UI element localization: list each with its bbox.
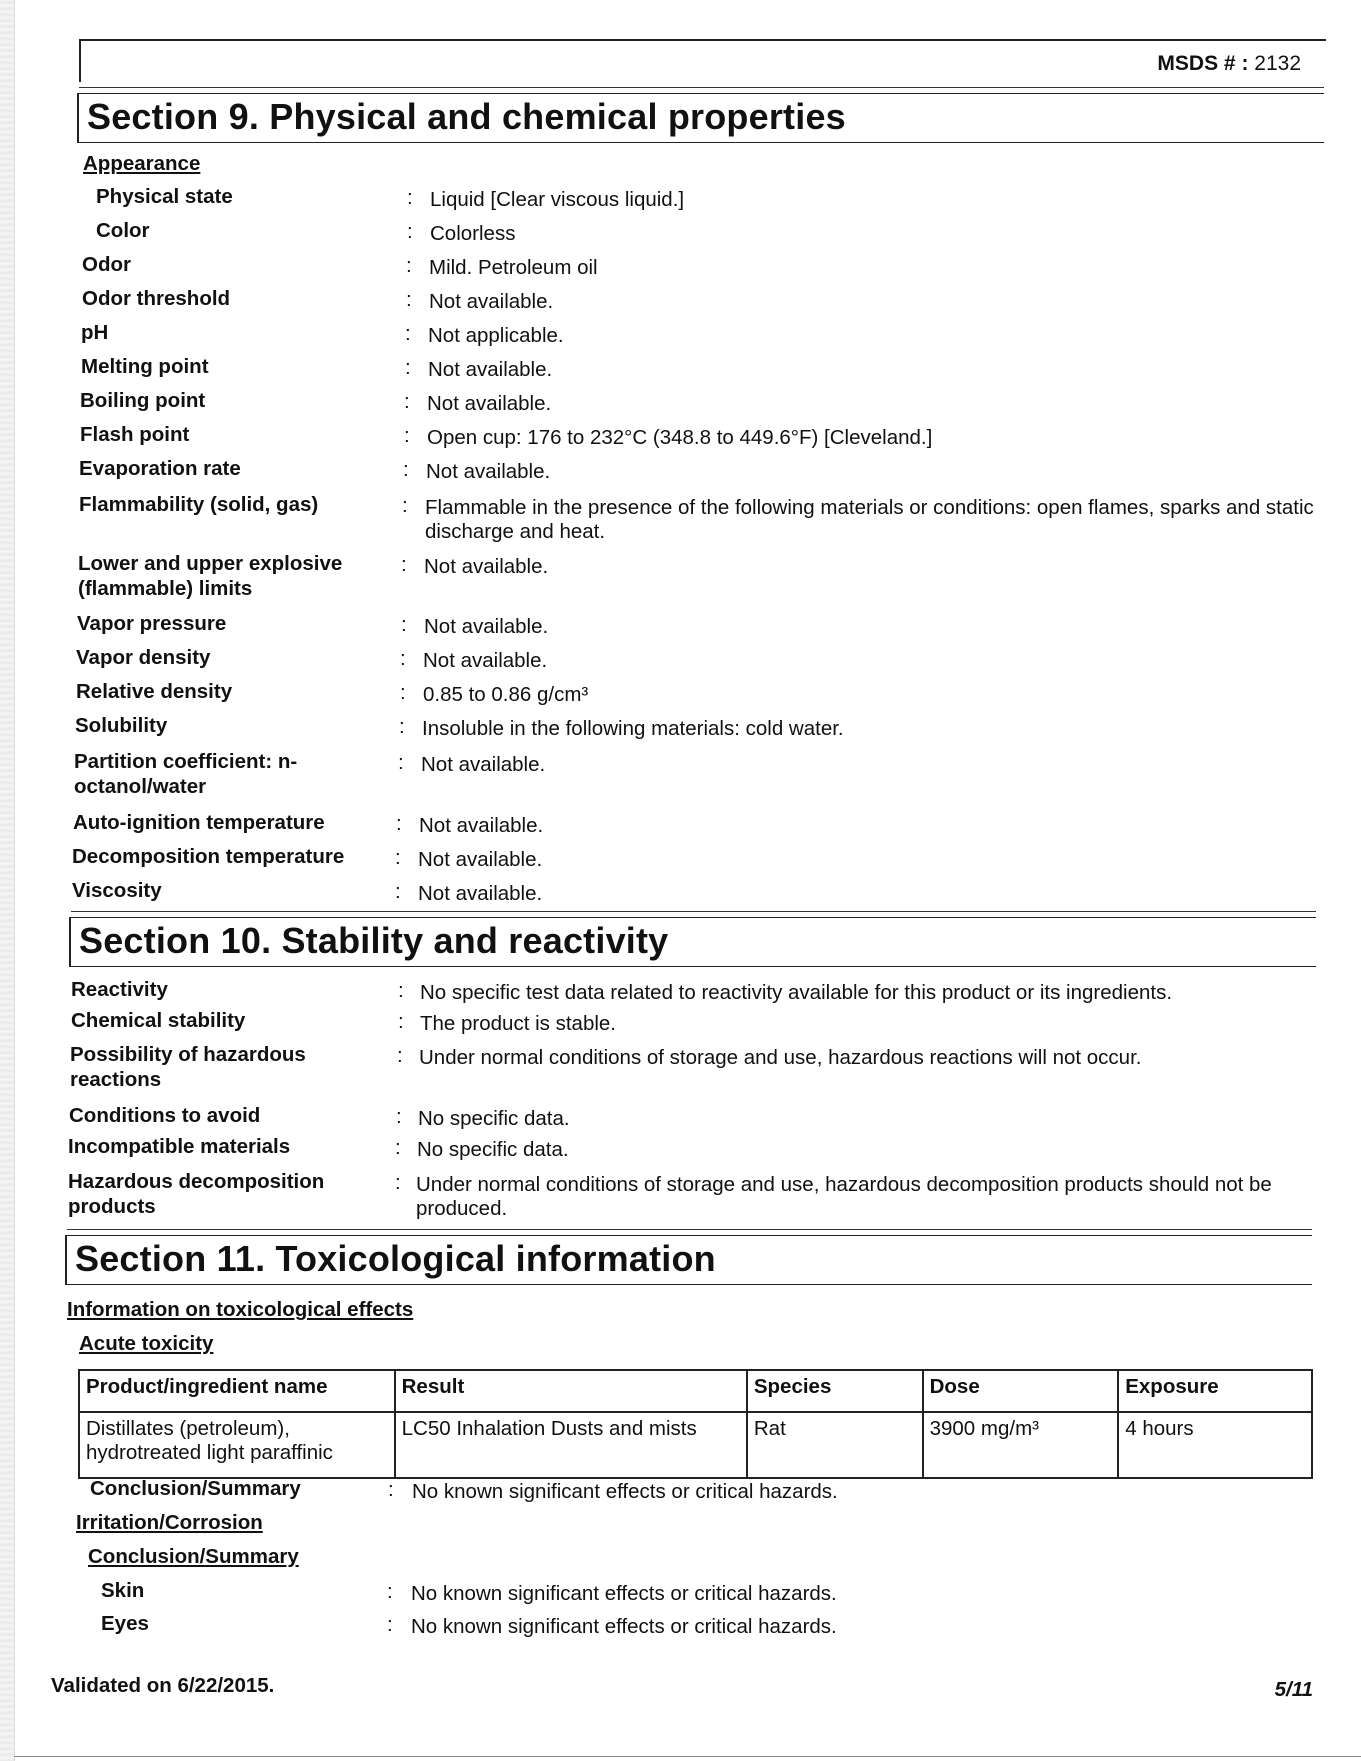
colon: : [403, 458, 409, 481]
property-value: Not available. [424, 615, 549, 638]
property-value: Not available. [428, 358, 553, 381]
colon: : [406, 288, 412, 311]
section-9-title: Section 9. Physical and chemical properties [87, 96, 846, 137]
property-value: Not available. [426, 460, 551, 483]
property-value: Mild. Petroleum oil [429, 256, 598, 279]
property-label: Odor threshold [82, 287, 231, 310]
section-9-rule [79, 87, 1324, 88]
colon: : [407, 220, 413, 243]
property-label: Lower and upper explosive (flammable) limits [78, 552, 343, 600]
col-header-name: Product/ingredient name [79, 1370, 395, 1412]
colon: : [397, 1044, 403, 1067]
colon: : [395, 846, 401, 869]
skin-label: Skin [101, 1579, 145, 1602]
property-label: Flash point [80, 423, 190, 446]
stability-value: No specific test data related to reactivity available for this product or its ingredients. [420, 981, 1173, 1004]
section-10-header [69, 917, 1316, 967]
section-11-rule [67, 1229, 1312, 1230]
property-value: Not available. [427, 392, 552, 415]
col-header-dose: Dose [923, 1370, 1119, 1412]
page-number: 5/11 [1274, 1678, 1313, 1701]
property-value: Flammable in the presence of the following materials or conditions: open flames, sparks and static discharge and heat. [425, 496, 1314, 543]
stability-value: No specific data. [418, 1107, 570, 1130]
colon: : [395, 1136, 401, 1159]
colon: : [407, 186, 413, 209]
property-value: Not available. [424, 555, 549, 578]
property-value: Liquid [Clear viscous liquid.] [430, 188, 685, 211]
eyes-label: Eyes [101, 1612, 149, 1635]
eyes-value: No known significant effects or critical hazards. [411, 1615, 837, 1638]
appearance-heading: Appearance [83, 152, 201, 175]
table-header-row [79, 1370, 1312, 1412]
property-value: Not available. [423, 649, 548, 672]
colon: : [402, 494, 408, 517]
section-10-rule [71, 911, 1316, 912]
cell-result: LC50 Inhalation Dusts and mists [395, 1412, 747, 1478]
cell-species: Rat [747, 1412, 923, 1478]
table-row [79, 1412, 1312, 1478]
stability-value: The product is stable. [420, 1012, 616, 1035]
validated-date: Validated on 6/22/2015. [51, 1674, 275, 1697]
tox-info-heading: Information on toxicological effects [67, 1298, 414, 1321]
colon: : [400, 647, 406, 670]
stability-value: Under normal conditions of storage and use, hazardous reactions will not occur. [419, 1046, 1142, 1069]
property-label: Flammability (solid, gas) [79, 493, 319, 516]
property-value: Open cup: 176 to 232°C (348.8 to 449.6°F) [Cleveland.] [427, 426, 933, 449]
cell-name: Distillates (petroleum), hydrotreated light paraffinic [79, 1412, 395, 1478]
colon: : [405, 356, 411, 379]
property-label: Relative density [76, 680, 233, 703]
property-label: Boiling point [80, 389, 206, 412]
property-value: Colorless [430, 222, 516, 245]
colon: : [404, 390, 410, 413]
colon: : [396, 1105, 402, 1128]
property-label: Auto-ignition temperature [73, 811, 325, 834]
property-label: Partition coefficient: n-octanol/water [74, 750, 298, 798]
cell-dose: 3900 mg/m³ [923, 1412, 1119, 1478]
colon: : [400, 681, 406, 704]
col-header-result: Result [395, 1370, 747, 1412]
colon: : [398, 979, 404, 1002]
scan-edge [0, 0, 15, 1761]
property-value: Not available. [418, 882, 543, 905]
property-label: Color [96, 219, 150, 242]
property-label: Physical state [96, 185, 233, 208]
property-label: Evaporation rate [79, 457, 241, 480]
property-label: Solubility [75, 714, 168, 737]
skin-value: No known significant effects or critical hazards. [411, 1582, 837, 1605]
property-label: Vapor density [76, 646, 211, 669]
conclusion-value: No known significant effects or critical hazards. [412, 1480, 838, 1503]
colon: : [395, 1171, 401, 1194]
property-value: Not applicable. [428, 324, 564, 347]
section-11-header [65, 1235, 1312, 1285]
msds-number [1157, 52, 1301, 76]
msds-label: MSDS # : [1157, 52, 1249, 75]
property-label: Vapor pressure [77, 612, 227, 635]
colon: : [387, 1580, 393, 1603]
property-value: Not available. [421, 753, 546, 776]
section-9-header [77, 93, 1324, 143]
section-11-title: Section 11. Toxicological information [75, 1238, 716, 1279]
conclusion-label: Conclusion/Summary [90, 1477, 301, 1500]
property-label: Odor [82, 253, 131, 276]
col-header-species: Species [747, 1370, 923, 1412]
stability-label: Hazardous decomposition products [68, 1170, 325, 1218]
colon: : [406, 254, 412, 277]
property-value: Not available. [418, 848, 543, 871]
cell-exposure: 4 hours [1118, 1412, 1312, 1478]
property-label: Melting point [81, 355, 209, 378]
colon: : [405, 322, 411, 345]
property-label: Viscosity [72, 879, 162, 902]
property-label: Decomposition temperature [72, 845, 345, 868]
colon: : [401, 613, 407, 636]
colon: : [387, 1613, 393, 1636]
acute-toxicity-table [78, 1369, 1313, 1479]
colon: : [395, 880, 401, 903]
stability-label: Possibility of hazardous reactions [70, 1043, 306, 1091]
property-label: pH [81, 321, 109, 344]
colon: : [398, 1010, 404, 1033]
stability-label: Chemical stability [71, 1009, 246, 1032]
col-header-exposure: Exposure [1118, 1370, 1312, 1412]
colon: : [398, 751, 404, 774]
bottom-rule [14, 1756, 1361, 1757]
stability-value: No specific data. [417, 1138, 569, 1161]
property-value: Not available. [429, 290, 554, 313]
property-value: Not available. [419, 814, 544, 837]
irritation-conclusion-heading: Conclusion/Summary [88, 1545, 299, 1568]
colon: : [404, 424, 410, 447]
stability-label: Conditions to avoid [69, 1104, 261, 1127]
stability-label: Reactivity [71, 978, 168, 1001]
stability-label: Incompatible materials [68, 1135, 291, 1158]
section-10-title: Section 10. Stability and reactivity [79, 920, 669, 961]
stability-value: Under normal conditions of storage and use, hazardous decomposition products should not be produced. [416, 1173, 1272, 1220]
colon: : [396, 812, 402, 835]
msds-value: 2132 [1254, 52, 1301, 75]
irritation-heading: Irritation/Corrosion [76, 1511, 263, 1534]
acute-toxicity-heading: Acute toxicity [79, 1332, 214, 1355]
property-value: 0.85 to 0.86 g/cm³ [423, 683, 589, 706]
colon: : [399, 715, 405, 738]
header-box [79, 39, 1326, 82]
colon: : [401, 553, 407, 576]
property-value: Insoluble in the following materials: cold water. [422, 717, 844, 740]
colon: : [388, 1478, 394, 1501]
